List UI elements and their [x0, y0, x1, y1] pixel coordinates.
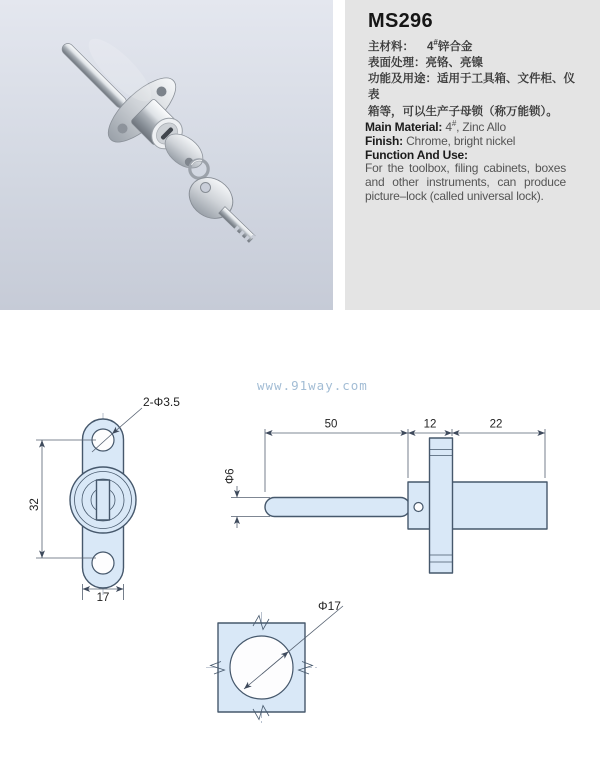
- dim-label-body-length: 22: [489, 418, 503, 431]
- spec-function-zh-line2: 箱等，可以生产子母锁（称万能锁）。: [368, 105, 558, 118]
- spec-function-en-line3: picture–lock (called universal lock).: [365, 188, 544, 203]
- dim-label-width: 17: [96, 592, 110, 604]
- spec-finish-en: Finish: Chrome, bright nickel: [365, 133, 516, 148]
- watermark: www.91way.com: [257, 378, 368, 393]
- product-model: MS296: [368, 10, 433, 32]
- product-photo-panel: [0, 0, 333, 310]
- dim-label-screw-holes: 2-Φ3.5: [143, 395, 180, 409]
- spec-function-en-line1: For the toolbox, filing cabinets, boxes: [365, 161, 566, 176]
- specs-english: [365, 117, 566, 204]
- key-head-2-hole: [201, 183, 211, 193]
- side-body: [452, 482, 547, 529]
- front-view-drawing: [29, 395, 180, 604]
- spec-material-en: Main Material: 4#, Zinc Allo: [365, 119, 506, 134]
- side-rod: [265, 498, 410, 517]
- side-flange-plate: [430, 438, 453, 573]
- side-view-drawing: [225, 419, 548, 574]
- specs-chinese: [368, 35, 584, 120]
- front-screw-hole-bottom: [92, 552, 114, 574]
- side-pin-hole: [414, 503, 423, 512]
- lock-product-photo: [0, 0, 333, 310]
- spec-function-zh-line1: 功能及用途：适用于工具箱、文件柜、仪表: [368, 73, 575, 102]
- spec-function-en-line2: and other instruments, can produce: [365, 175, 566, 190]
- cutout-hole: [230, 636, 293, 699]
- dim-label-hole-diameter: Φ17: [318, 599, 341, 613]
- spec-material-zh: 主材料： 4#锌合金: [368, 38, 473, 53]
- dim-label-rod-diameter: Φ6: [224, 468, 237, 484]
- product-info-panel: [345, 0, 600, 310]
- spec-function-label-en: Function And Use:: [365, 147, 468, 162]
- photo-background: [0, 0, 333, 310]
- cutout-view-drawing: [206, 599, 343, 723]
- flange-screw-hole: [118, 124, 128, 134]
- dim-label-height: 32: [29, 498, 41, 511]
- dim-label-rod-length: 50: [324, 418, 338, 431]
- dim-label-flange-width: 12: [423, 418, 437, 431]
- spec-finish-zh: 表面处理：亮铬、亮镍: [368, 57, 483, 70]
- technical-drawings: [0, 390, 600, 760]
- flange-screw-hole: [157, 87, 167, 97]
- front-keyhole-slot: [97, 480, 110, 520]
